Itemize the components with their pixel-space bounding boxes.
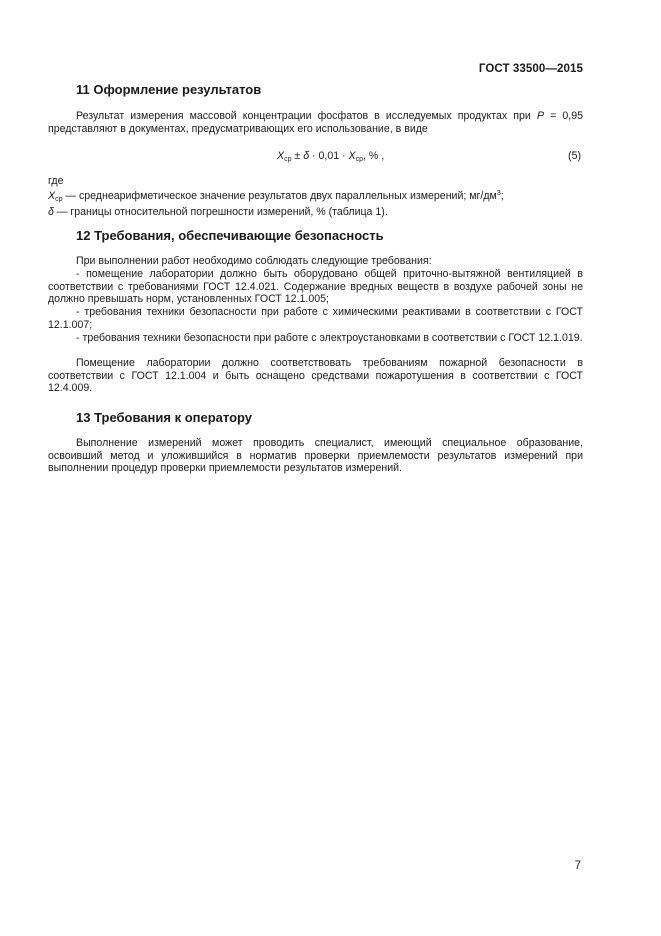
- def-x-text: — среднеарифметическое значение результатов двух параллельных измерений; мг/дм: [62, 189, 497, 202]
- section-12-item-1: - помещение лаборатории должно быть оборудовано общей приточно-вытяжной вентиляцией в соответствии с требованиями ГОСТ 12.4.021. Содержание вредных веществ в воздухе рабочей зоны не должно превышать норм, установленных ГОСТ 12.1.005;: [48, 268, 583, 306]
- section-11-para-line2: представляют в документах, предусматривающих его использование, в виде: [48, 122, 428, 135]
- def-delta-text: — границы относительной погрешности измерений, % (таблица 1).: [53, 206, 388, 219]
- section-13-title: 13 Требования к оператору: [76, 410, 253, 425]
- def-x-symbol: X: [48, 189, 56, 202]
- formula-factor: · 0,01 ·: [309, 150, 349, 162]
- formula-x2-sub: ср: [355, 156, 364, 163]
- section-11-para-text: Результат измерения массовой концентрации фосфатов в исследуемых продуктах при: [76, 110, 531, 122]
- def-x-end: ;: [500, 189, 504, 202]
- definition-x: [48, 188, 583, 207]
- equation-number: (5): [568, 150, 581, 162]
- section-12-title: 12 Требования, обеспечивающие безопасность: [76, 228, 384, 243]
- definition-delta: [48, 206, 583, 219]
- formula-tail: , % ,: [363, 150, 385, 162]
- section-12-intro: При выполнении работ необходимо соблюдать следующие требования:: [76, 255, 432, 267]
- formula-x2: X: [348, 150, 356, 162]
- where-block: [48, 175, 583, 219]
- probability-symbol: P: [536, 110, 545, 122]
- def-x-sup: 3: [496, 189, 501, 197]
- page-number: 7: [574, 860, 581, 872]
- probability-value: = 0,95: [544, 110, 583, 122]
- section-11-title: 11 Оформление результатов: [76, 82, 262, 97]
- def-delta-symbol: δ: [48, 206, 54, 219]
- formula-5: [277, 150, 384, 163]
- formula-delta: δ: [303, 150, 310, 162]
- section-11-paragraph: [48, 110, 583, 135]
- formula-x: X: [277, 150, 285, 162]
- section-13-text: Выполнение измерений может проводить специалист, имеющий специальное образование, освоивший метод и уложившийся в норматив проверки приемлемости результатов измерений при выполнении процедур проверки приемлемости результатов измерений.: [48, 437, 583, 475]
- formula-pm: ±: [291, 150, 304, 162]
- section-12-fire-safety: Помещение лаборатории должно соответствовать требованиям пожарной безопасности в соответствии с ГОСТ 12.1.004 и быть оснащено средствами пожаротушения в соответствии с ГОСТ 12.4.009.: [48, 357, 583, 395]
- def-x-sub: ср: [55, 195, 63, 203]
- formula-x-sub: ср: [284, 156, 292, 163]
- section-12-item-3: - требования техники безопасности при работе с электроустановками в соответствии с ГОСТ 12.1.019.: [76, 332, 583, 344]
- section-12-item-2: - требования техники безопасности при работе с химическими реактивами в соответствии с ГОСТ 12.1.007;: [48, 306, 583, 331]
- where-label: где: [48, 175, 64, 187]
- document-code: ГОСТ 33500—2015: [478, 63, 583, 75]
